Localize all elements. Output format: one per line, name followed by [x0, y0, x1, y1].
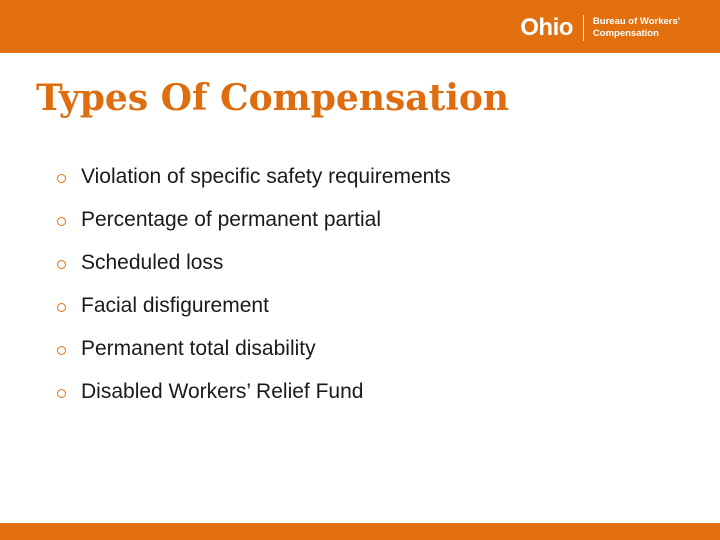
- bullet-text: Disabled Workers’ Relief Fund: [81, 380, 364, 403]
- bullet-text: Percentage of permanent partial: [81, 208, 382, 231]
- header-bar: [0, 0, 720, 53]
- bullet-circle-icon: [57, 389, 66, 398]
- list-item: [57, 332, 451, 366]
- logo-wordmark: Ohio: [520, 14, 573, 41]
- list-item: [57, 375, 451, 409]
- bullet-circle-icon: [57, 217, 66, 226]
- bullet-text: Violation of specific safety requirements: [81, 165, 451, 188]
- bullet-circle-icon: [57, 346, 66, 355]
- bullet-circle-icon: [57, 260, 66, 269]
- bullet-text: Facial disfigurement: [81, 294, 269, 317]
- bullet-circle-icon: [57, 303, 66, 312]
- list-item: [57, 246, 451, 280]
- bullet-text: Permanent total disability: [81, 337, 316, 360]
- ohio-bwc-logo: [520, 13, 680, 43]
- logo-subtitle-line-2: Compensation: [592, 28, 659, 39]
- logo-subtitle-line-1: Bureau of Workers': [592, 16, 680, 27]
- bullet-list: [57, 160, 451, 418]
- slide-title: Types Of Compensation: [36, 77, 510, 119]
- bullet-circle-icon: [57, 174, 66, 183]
- list-item: [57, 203, 451, 237]
- footer-bar: [0, 523, 720, 540]
- bullet-text: Scheduled loss: [81, 251, 224, 274]
- logo-divider: [583, 15, 584, 41]
- logo-subtitle: [593, 16, 680, 40]
- list-item: [57, 289, 451, 323]
- list-item: [57, 160, 451, 194]
